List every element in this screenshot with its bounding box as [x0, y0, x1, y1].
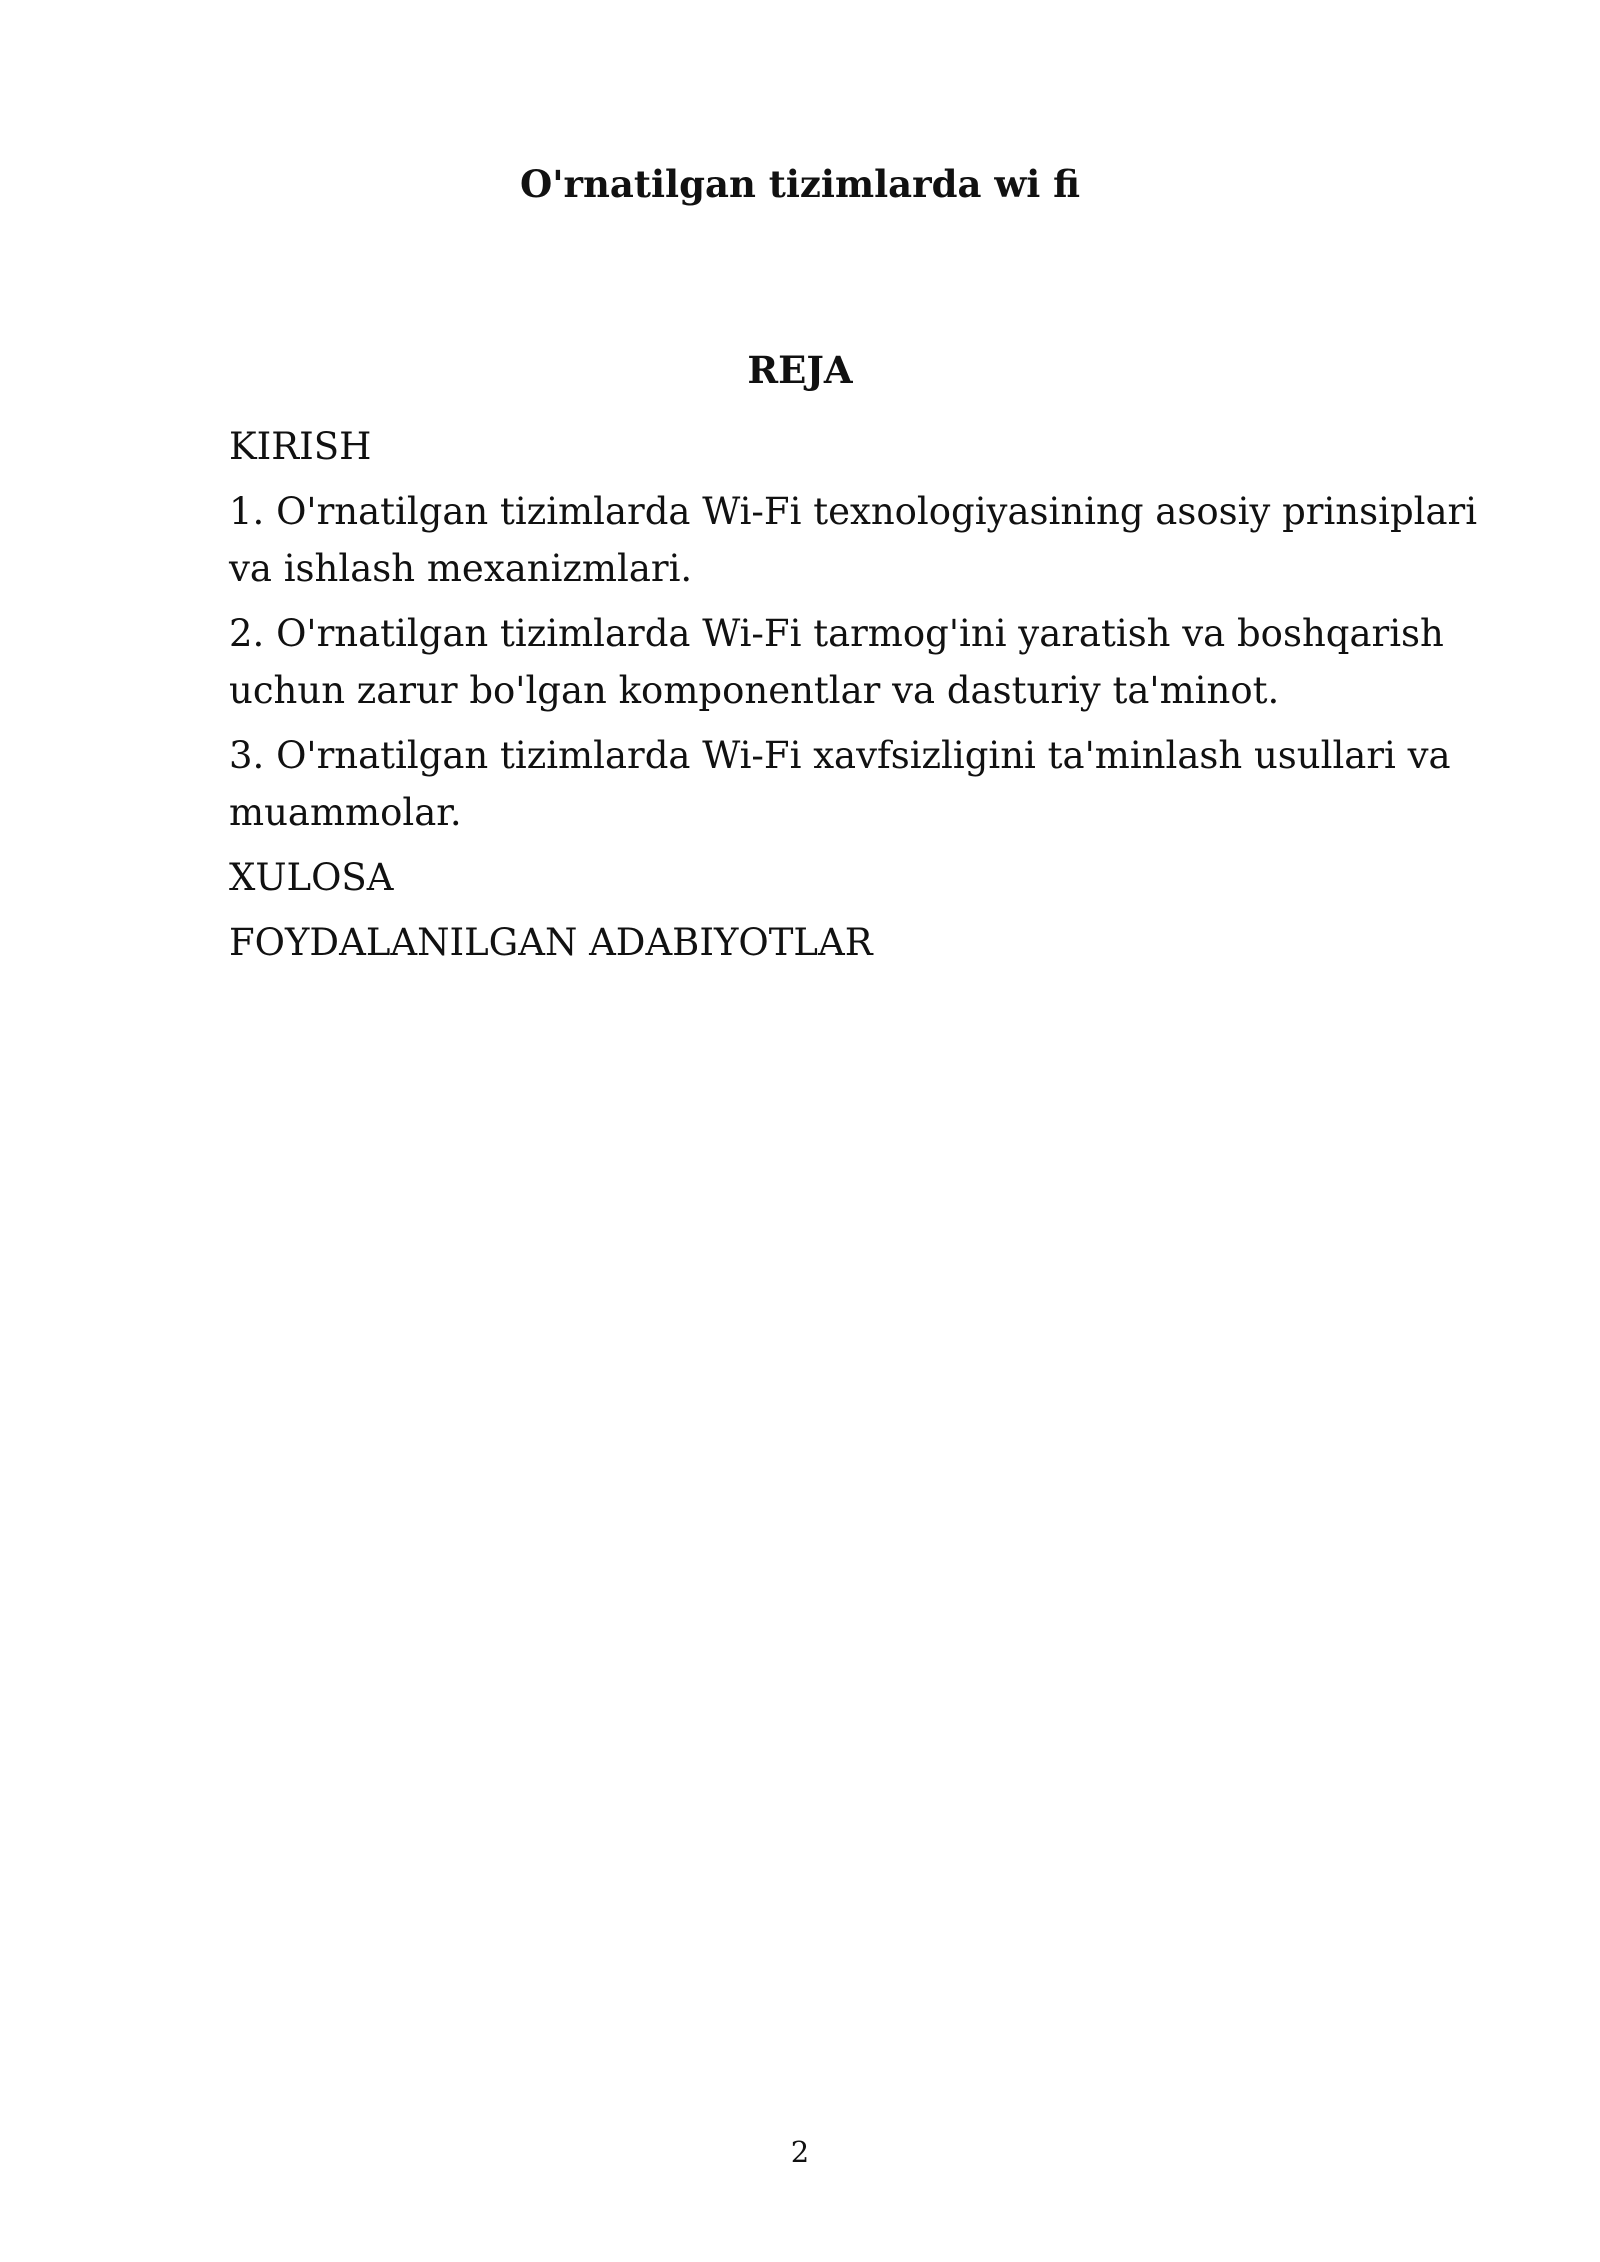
- plan-item-introduction: KIRISH: [229, 425, 372, 468]
- plan-list: [229, 418, 1519, 979]
- plan-item-references: FOYDALANILGAN ADABIYOTLAR: [229, 921, 873, 964]
- document-title: O'rnatilgan tizimlarda wi fi: [519, 162, 1081, 206]
- plan-item-1: 1. O'rnatilgan tizimlarda Wi-Fi texnologiyasining asosiy prinsiplari va ishlash mexanizmlari.: [229, 490, 1478, 590]
- plan-heading: REJA: [747, 348, 853, 392]
- plan-item-conclusion: XULOSA: [229, 856, 394, 899]
- page-number: 2: [790, 2135, 810, 2169]
- plan-item-3: 3. O'rnatilgan tizimlarda Wi-Fi xavfsizligini ta'minlash usullari va muammolar.: [229, 734, 1451, 834]
- plan-item-2: 2. O'rnatilgan tizimlarda Wi-Fi tarmog'ini yaratish va boshqarish uchun zarur bo'lgan komponentlar va dasturiy ta'minot.: [229, 612, 1444, 712]
